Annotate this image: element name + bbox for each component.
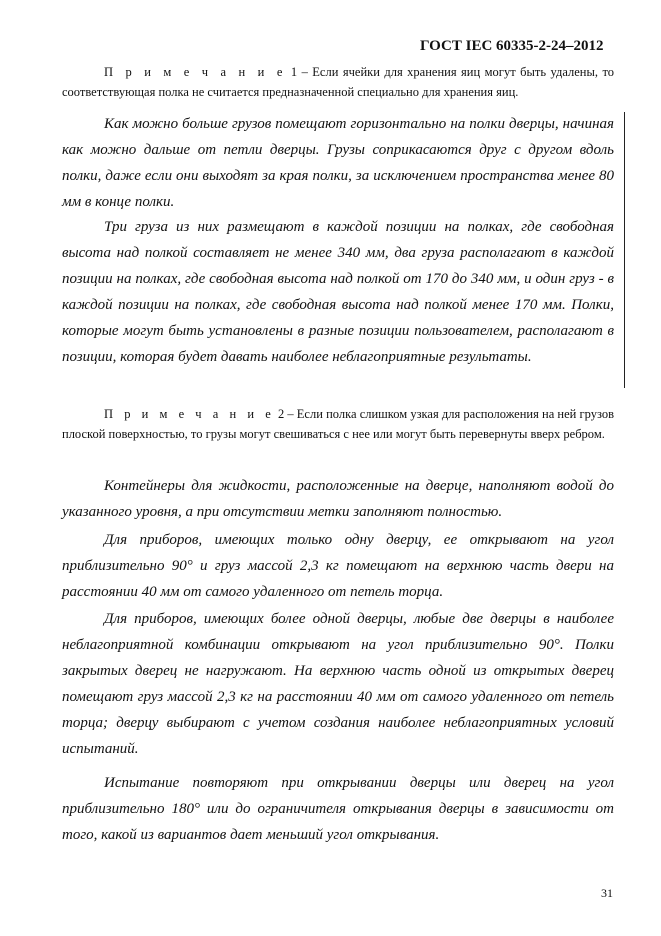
note-1-label: П р и м е ч а н и е — [104, 65, 287, 79]
note-2 — [62, 404, 614, 444]
paragraph-4: Для приборов, имеющих только одну дверцу, ее открывают на угол приблизительно 90° и груз массой 2,3 кг помещают на верхнюю часть двери на расстоянии 40 мм от самого удаленного от петель торца. — [62, 532, 614, 600]
note-1 — [62, 62, 614, 102]
paragraph-5: Для приборов, имеющих более одной дверцы, любые две дверцы в наиболее неблагоприятной комбинации открывают на угол приблизительно 90°. Полки закрытых дверец не нагружают. На верхнюю часть одной из открытых дверец помещают груз массой 2,3 кг на расстоянии 40 мм от самого удаленного от петель торца; дверцу выбирают с учетом создания наиболее неблагоприятных условий испытаний. — [62, 611, 614, 757]
note-2-label: П р и м е ч а н и е — [104, 407, 275, 421]
note-1-text: 1 – Если ячейки для хранения яиц могут быть удалены, то соответствующая полка не считается предназначенной специально для хранения яиц. — [62, 65, 614, 99]
paragraph-2: Три груза из них размещают в каждой позиции на полках, где свободная высота над полкой составляет не менее 340 мм, два груза располагают в каждой позиции на полках, где свободная высота над полкой от 170 до 340 мм, и один груз - в каждой позиции на полках, где свободная высота над полкой менее 170 мм. Полки, которые могут быть установлены в разные позиции пользователем, располагают в позиции, которая будет давать наиболее неблагоприятные результаты. — [62, 219, 614, 365]
page-number: 31 — [601, 886, 613, 900]
document-header: ГОСТ IEC 60335-2-24–2012 — [420, 38, 604, 54]
note-2-text: 2 – Если полка слишком узкая для расположения на ней грузов плоской поверхностью, то грузы могут свешиваться с нее или могут быть перевернуты вверх ребром. — [62, 407, 615, 441]
paragraph-1: Как можно больше грузов помещают горизонтально на полки дверцы, начиная как можно дальше от петли дверцы. Грузы соприкасаются друг с другом вдоль полки, даже если они выходят за края полки, за исключением пространства менее 80 мм в конце полки. — [62, 116, 614, 210]
change-bar — [624, 112, 625, 388]
paragraph-3: Контейнеры для жидкости, расположенные на дверце, наполняют водой до указанного уровня, а при отсутствии метки заполняют полностью. — [62, 478, 614, 520]
paragraph-6: Испытание повторяют при открывании дверцы или дверец на угол приблизительно 180° или до ограничителя открывания дверцы в зависимости от того, какой из вариантов дает меньший угол открывания. — [62, 775, 614, 843]
